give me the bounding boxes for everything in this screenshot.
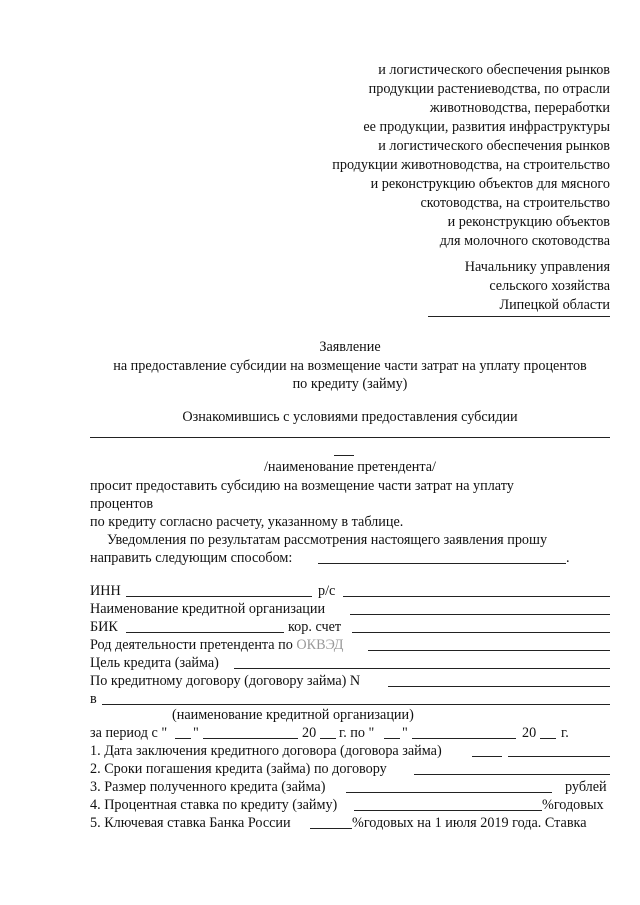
header-line: и логистического обеспечения рынков	[378, 138, 610, 154]
item-5-text: %годовых на 1 июля 2019 года. Ставка	[352, 815, 587, 831]
item-1-label: 1. Дата заключения кредитного договора (договора займа)	[90, 743, 442, 759]
bik-label: БИК	[90, 619, 118, 635]
addressee-line: сельского хозяйства	[489, 278, 610, 294]
bik-field[interactable]	[126, 632, 284, 633]
header-line: животноводства, переработки	[429, 100, 610, 116]
period-day-to[interactable]	[384, 738, 400, 739]
applicant-blank[interactable]	[90, 437, 610, 438]
header-line: и логистического обеспечения рынков	[378, 62, 610, 78]
notice-method-blank[interactable]	[318, 563, 566, 564]
period-year-from[interactable]	[320, 738, 336, 739]
period-year-prefix: 20	[302, 725, 317, 741]
applicant-blank-tail[interactable]	[334, 455, 354, 456]
item-3-unit: рублей	[565, 779, 607, 795]
bank-field[interactable]	[102, 704, 610, 705]
header-line: ее продукции, развития инфраструктуры	[363, 119, 610, 135]
notice-text: направить следующим способом:	[90, 550, 293, 566]
period-year-prefix: 20	[522, 725, 537, 741]
bank-name-label: Наименование кредитной организации	[90, 601, 326, 617]
header-line: продукции растениеводства, по отрасли	[368, 81, 610, 97]
request-text: просит предоставить субсидию на возмещение части затрат на уплату	[90, 478, 514, 494]
addressee-line: Начальнику управления	[464, 259, 610, 275]
request-text: процентов	[90, 496, 154, 512]
period-year-to[interactable]	[540, 738, 556, 739]
header-line: и реконструкцию объектов для мясного	[370, 176, 610, 192]
addressee-line: Липецкой области	[499, 297, 610, 313]
activity-label-text: Род деятельности претендента по	[90, 637, 293, 653]
item-2-field[interactable]	[414, 774, 610, 775]
account-field[interactable]	[343, 596, 610, 597]
document-subtitle: на предоставление субсидии на возмещение части затрат на уплату процентов	[113, 358, 587, 374]
in-label: в	[90, 691, 97, 707]
applicant-caption: /наименование претендента/	[263, 459, 437, 475]
item-3-field[interactable]	[346, 792, 552, 793]
period-month-from[interactable]	[203, 738, 298, 739]
period-quote: "	[193, 725, 199, 741]
purpose-label: Цель кредита (займа)	[90, 655, 219, 671]
contract-field[interactable]	[388, 686, 610, 687]
activity-label	[90, 636, 343, 654]
period-label-from: за период с "	[90, 725, 168, 741]
item-2-label: 2. Сроки погашения кредита (займа) по договору	[90, 761, 387, 777]
addressee-blank[interactable]	[428, 316, 610, 317]
notice-period: .	[566, 550, 570, 566]
notice-text: Уведомления по результатам рассмотрения настоящего заявления прошу	[107, 532, 548, 548]
item-4-unit: %годовых	[542, 797, 604, 813]
item-5-field[interactable]	[310, 828, 352, 829]
item-4-field[interactable]	[354, 810, 542, 811]
account-label: р/с	[318, 583, 336, 599]
period-end: г.	[561, 725, 569, 741]
item-5-label: 5. Ключевая ставка Банка России	[90, 815, 291, 831]
header-line: продукции животноводства, на строительство	[332, 157, 610, 173]
inn-label: ИНН	[90, 583, 121, 599]
contract-label: По кредитному договору (договору займа) N	[90, 673, 361, 689]
period-day-from[interactable]	[175, 738, 191, 739]
okved-link[interactable]: ОКВЭД	[296, 637, 344, 653]
intro-text: Ознакомившись с условиями предоставления субсидии	[182, 409, 518, 425]
bank-name-field[interactable]	[350, 614, 610, 615]
period-quote: "	[402, 725, 408, 741]
item-1-field-b[interactable]	[508, 756, 610, 757]
bank-caption: (наименование кредитной организации)	[172, 707, 414, 723]
header-line: для молочного скотоводства	[439, 233, 610, 249]
request-text: по кредиту согласно расчету, указанному в таблице.	[90, 514, 404, 530]
inn-field[interactable]	[126, 596, 312, 597]
header-line: и реконструкцию объектов	[447, 214, 610, 230]
item-4-label: 4. Процентная ставка по кредиту (займу)	[90, 797, 338, 813]
purpose-field[interactable]	[234, 668, 610, 669]
header-line: скотоводства, на строительство	[420, 195, 610, 211]
period-month-to[interactable]	[412, 738, 516, 739]
corr-label: кор. счет	[288, 619, 342, 635]
corr-field[interactable]	[352, 632, 610, 633]
period-label-to: г. по "	[339, 725, 375, 741]
document-title: Заявление	[319, 339, 381, 355]
document-subtitle: по кредиту (займу)	[292, 376, 408, 392]
item-1-field-a[interactable]	[472, 756, 502, 757]
item-3-label: 3. Размер полученного кредита (займа)	[90, 779, 326, 795]
activity-field[interactable]	[368, 650, 610, 651]
